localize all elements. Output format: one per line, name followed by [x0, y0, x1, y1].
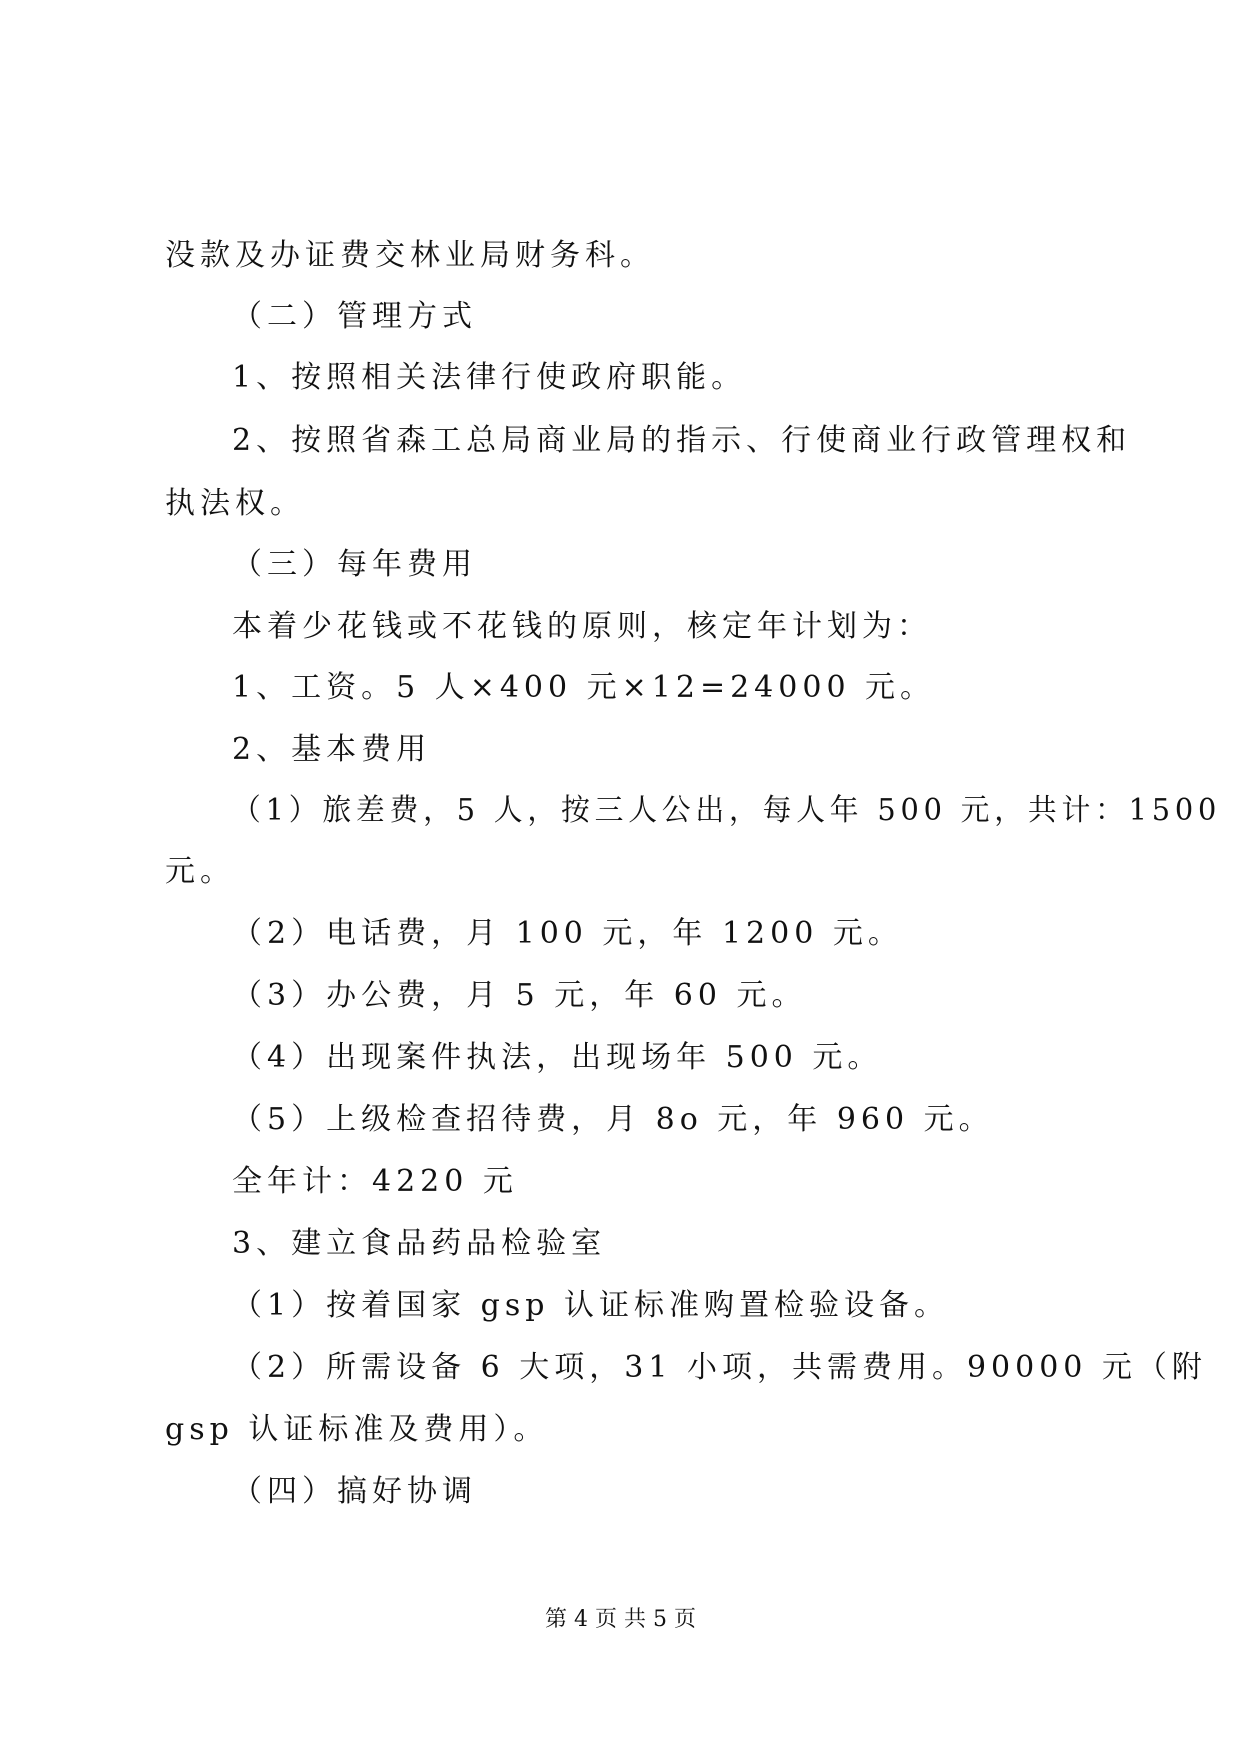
- text-line-17: 3、建立食品药品检验室: [232, 1226, 607, 1261]
- text-line-3: 1、按照相关法律行使政府职能。: [232, 360, 747, 395]
- text-line-10: （1）旅差费，5 人，按三人公出，每人年 500 元，共计：1500: [232, 793, 1222, 828]
- text-line-19: （2）所需设备 6 大项，31 小项，共需费用。90000 元（附: [232, 1350, 1207, 1385]
- text-line-20: gsp 认证标准及费用）。: [165, 1412, 549, 1447]
- section-heading-annual-cost: （三）每年费用: [232, 547, 477, 582]
- text-line-13: （3）办公费，月 5 元，年 60 元。: [232, 978, 807, 1013]
- text-line-9: 2、基本费用: [232, 732, 432, 767]
- text-line-18: （1）按着国家 gsp 认证标准购置检验设备。: [232, 1288, 949, 1323]
- text-line-5: 执法权。: [165, 486, 305, 521]
- text-line-12: （2）电话费，月 100 元，年 1200 元。: [232, 916, 903, 951]
- text-line-14: （4）出现案件执法，出现场年 500 元。: [232, 1040, 883, 1075]
- section-heading-management: （二）管理方式: [232, 299, 477, 334]
- text-line-4: 2、按照省森工总局商业局的指示、行使商业行政管理权和: [232, 423, 1132, 458]
- section-heading-coordination: （四）搞好协调: [232, 1474, 477, 1509]
- text-line-8: 1、工资。5 人×400 元×12=24000 元。: [232, 670, 936, 705]
- text-line-7: 本着少花钱或不花钱的原则，核定年计划为：: [232, 609, 932, 644]
- page-number-footer: 第 4 页 共 5 页: [545, 1607, 696, 1632]
- text-line-1: 没款及办证费交林业局财务科。: [165, 238, 655, 273]
- text-line-11: 元。: [165, 854, 235, 889]
- text-line-15: （5）上级检查招待费，月 8o 元，年 960 元。: [232, 1102, 994, 1137]
- text-line-16: 全年计：4220 元: [232, 1164, 518, 1199]
